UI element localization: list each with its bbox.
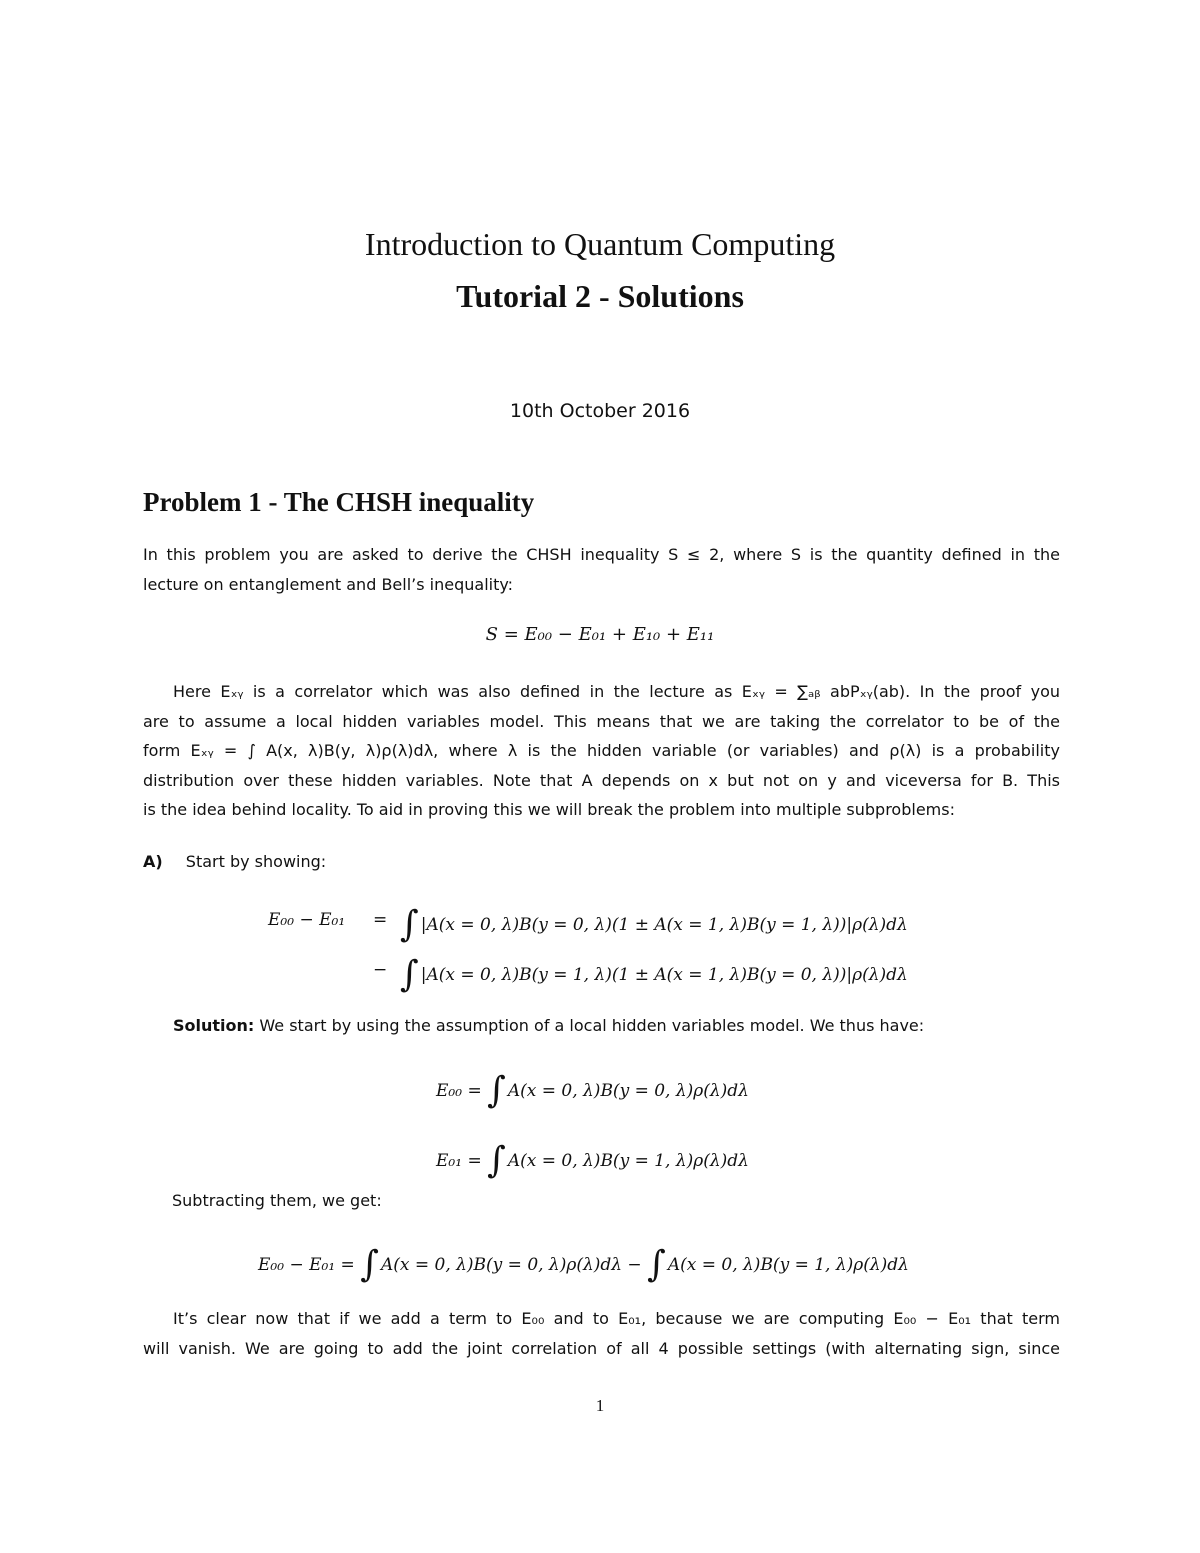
solution-paragraph <box>143 1016 924 1035</box>
section-heading: Problem 1 - The CHSH inequality <box>143 487 535 517</box>
part-a-text: Start by showing: <box>185 852 327 871</box>
equation-e00-rhs: A(x = 0, λ)B(y = 0, λ)ρ(λ)dλ <box>507 1081 749 1101</box>
equation-a-relation-1: = <box>373 910 388 930</box>
equation-s-definition: S = E₀₀ − E₀₁ + E₁₀ + E₁₁ <box>485 624 715 645</box>
equation-difference-term-2: A(x = 0, λ)B(y = 1, λ)ρ(λ)dλ <box>667 1255 909 1275</box>
equation-a-term-1-body: |A(x = 0, λ)B(y = 0, λ)(1 ± A(x = 1, λ)B(y = 1, λ))|ρ(λ)dλ <box>420 915 908 935</box>
subtract-sentence: Subtracting them, we get: <box>172 1191 382 1210</box>
integral-sign-icon: ∫ <box>400 954 419 995</box>
integral-sign-icon: ∫ <box>487 1070 506 1111</box>
vanish-paragraph <box>143 1304 1060 1363</box>
equation-a-term-1 <box>400 898 908 945</box>
vanish-line-2: will vanish. We are going to add the joint correlation of all 4 possible settings (with alternating sign, since <box>143 1338 1060 1358</box>
equation-e01-rhs: A(x = 0, λ)B(y = 1, λ)ρ(λ)dλ <box>507 1151 749 1171</box>
intro-line-2: lecture on entanglement and Bell’s inequality: <box>143 574 514 594</box>
part-a-label: A) <box>143 852 163 871</box>
integral-sign-icon: ∫ <box>647 1244 666 1285</box>
equation-e01-lhs: E₀₁ = <box>436 1151 482 1171</box>
correlator-line-4: distribution over these hidden variables. Note that A depends on x but not on y and viceversa for B. This <box>143 770 1060 790</box>
vanish-line-1: It’s clear now that if we add a term to E₀₀ and to E₀₁, because we are computing E₀₀ − E₀₁ that term <box>173 1309 1060 1328</box>
integral-sign-icon: ∫ <box>360 1244 379 1285</box>
correlator-line-5: is the idea behind locality. To aid in proving this we will break the problem into multiple subproblems: <box>143 800 955 819</box>
intro-paragraph <box>143 540 1060 599</box>
solution-text: We start by using the assumption of a local hidden variables model. We thus have: <box>259 1016 925 1035</box>
document-subtitle: Tutorial 2 - Solutions <box>456 278 744 314</box>
equation-a-relation-2: − <box>373 960 388 980</box>
document-title: Introduction to Quantum Computing <box>364 226 836 262</box>
intro-line-1: In this problem you are asked to derive the CHSH inequality S ≤ 2, where S is the quantity defined in the <box>143 545 1060 564</box>
integral-sign-icon: ∫ <box>487 1140 506 1181</box>
page-number: 1 <box>595 1396 605 1415</box>
equation-difference <box>258 1238 909 1285</box>
equation-e01 <box>436 1134 749 1181</box>
equation-difference-term-1: A(x = 0, λ)B(y = 0, λ)ρ(λ)dλ − <box>380 1255 642 1275</box>
equation-e00-lhs: E₀₀ = <box>436 1081 482 1101</box>
equation-e00 <box>436 1064 749 1111</box>
equation-a-term-2 <box>400 948 908 995</box>
correlator-paragraph <box>143 677 1060 825</box>
equation-a-lhs: E₀₀ − E₀₁ <box>268 910 346 930</box>
document-date: 10th October 2016 <box>509 400 691 422</box>
correlator-line-1: Here Eₓᵧ is a correlator which was also defined in the lecture as Eₓᵧ = ∑ₐᵦ abPₓᵧ(ab). In the proof you <box>173 682 1060 701</box>
equation-difference-lhs: E₀₀ − E₀₁ = <box>258 1255 355 1275</box>
part-a <box>143 852 326 871</box>
correlator-line-2: are to assume a local hidden variables model. This means that we are taking the correlator to be of the <box>143 711 1060 731</box>
equation-a-term-2-body: |A(x = 0, λ)B(y = 1, λ)(1 ± A(x = 1, λ)B(y = 0, λ))|ρ(λ)dλ <box>420 965 908 985</box>
correlator-line-3: form Eₓᵧ = ∫ A(x, λ)B(y, λ)ρ(λ)dλ, where λ is the hidden variable (or variables) and ρ(λ) is a probability <box>143 741 1060 760</box>
integral-sign-icon: ∫ <box>400 904 419 945</box>
solution-label: Solution: <box>173 1016 255 1035</box>
